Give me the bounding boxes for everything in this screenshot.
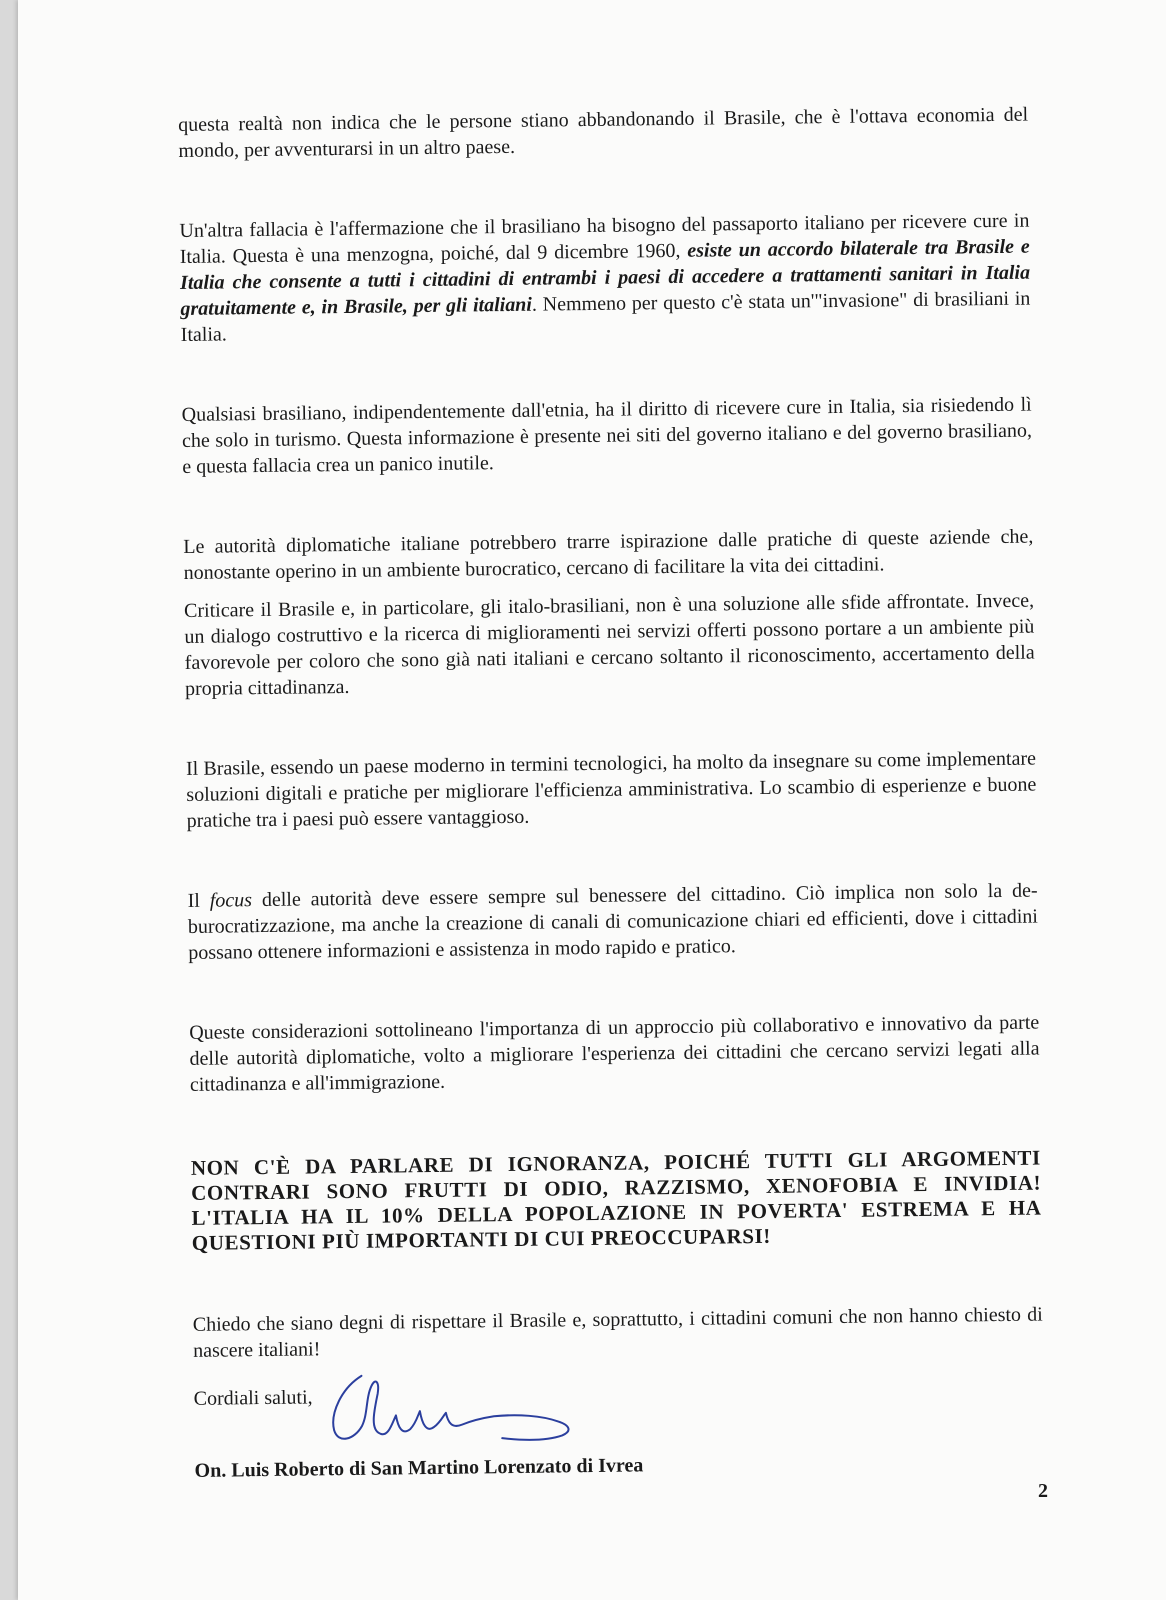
paragraph-closing-request: Chiedo che siano degni di rispettare il Brasile e, soprattutto, i cittadini comuni che non hanno chiesto di nascere italiani! [192,1303,1043,1362]
paragraph-continuation: questa realtà non indica che le persone stiano abbandonando il Brasile, che è l'ottava economia del mondo, per avventurarsi in un altro paese. [178,103,1029,162]
paragraph-criticism: Criticare il Brasile e, in particolare, gli italo-brasiliani, non è una soluzione alle sfide affrontate. Invece, un dialogo costruttivo e la ricerca di miglioramenti nei servizi offerti possono portare a un ambiente più favorevole per coloro che sono già nati italiani e cercano soltanto il riconoscimento, accertamento della propria cittadinanza. [183,589,1035,700]
emphasized-text: esiste un accordo bilaterale tra Brasile e Italia che consente a tutti i cittadini di entrambi i paesi di accedere a trattamenti sanitari in Italia gratuitamente e, in Brasile, per gli italiani [179,235,1031,320]
paragraph-diplomatic-authorities: Le autorità diplomatiche italiane potrebbero trarre ispirazione dalle pratiche di queste aziende che, nonostante operino in un ambiente burocratico, cercano di facilitare la vita dei cittadini. [183,525,1034,584]
paragraph-brazil-technology: Il Brasile, essendo un paese moderno in termini tecnologici, ha molto da insegnare su come implementare soluzioni digitali e pratiche per migliorare l'efficienza amministrativa. Lo scambio di esperienze e buone pratiche tra i paesi può essere vantaggioso. [185,747,1037,832]
document-page [18,0,1166,1600]
paragraph-considerations: Queste considerazioni sottolineano l'importanza di un approccio più collaborativo e innovativo da parte delle autorità diplomatiche, volto a migliorare l'esperienza dei cittadini che cercano servizi legati alla cittadinanza e all'immigrazione. [189,1011,1040,1096]
page-number: 2 [1038,1480,1048,1502]
paragraph-text: Il [187,889,210,912]
paragraph-right-to-care: Qualsiasi brasiliano, indipendentemente dall'etnia, ha il diritto di ricevere cure in Italia, sia risiedendo lì che solo in turismo. Questa informazione è presente nei siti del governo italiano e del governo brasiliano, e questa fallacia crea un panico inutile. [181,393,1033,478]
paragraph-healthcare-agreement [179,208,1031,348]
letter-body [178,102,1045,1484]
paragraph-bold-statement: NON C'È DA PARLARE DI IGNORANZA, POICHÉ TUTTI GLI ARGOMENTI CONTRARI SONO FRUTTI DI ODIO, RAZZISMO, XENOFOBIA E INVIDIA! L'ITALIA HA IL 10% DELLA POPOLAZIONE IN POVERTA' ESTREMA E HA QUESTIONI PIÙ IMPORTANTI DI CUI PREOCCUPARSI! [190,1145,1042,1255]
handwritten-signature [321,1365,592,1458]
paragraph-focus [187,878,1038,966]
paragraph-text: . Nemmeno per questo c'è stata un'"invasione" di brasiliani in Italia. [180,287,1031,346]
salutation: Cordiali saluti, [193,1386,313,1410]
paragraph-text: Un'altra fallacia è l'affermazione che il brasiliano ha bisogno del passaporto italiano per ricevere cure in Italia. Questa è una menzogna, poiché, dal 9 dicembre 1960, [179,209,1030,268]
salutation-block [193,1368,1044,1448]
paragraph-text: delle autorità deve essere sempre sul benessere del cittadino. Ciò implica non solo la de-burocratizzazione, ma anche la creazione di canali di comunicazione chiari ed efficienti, dove i cittadini possano ottenere informazioni e assistenza in modo rapido e pratico. [187,879,1039,964]
italic-word: focus [209,889,253,912]
signer-name: On. Luis Roberto di San Martino Lorenzato di Ivrea [194,1454,644,1482]
